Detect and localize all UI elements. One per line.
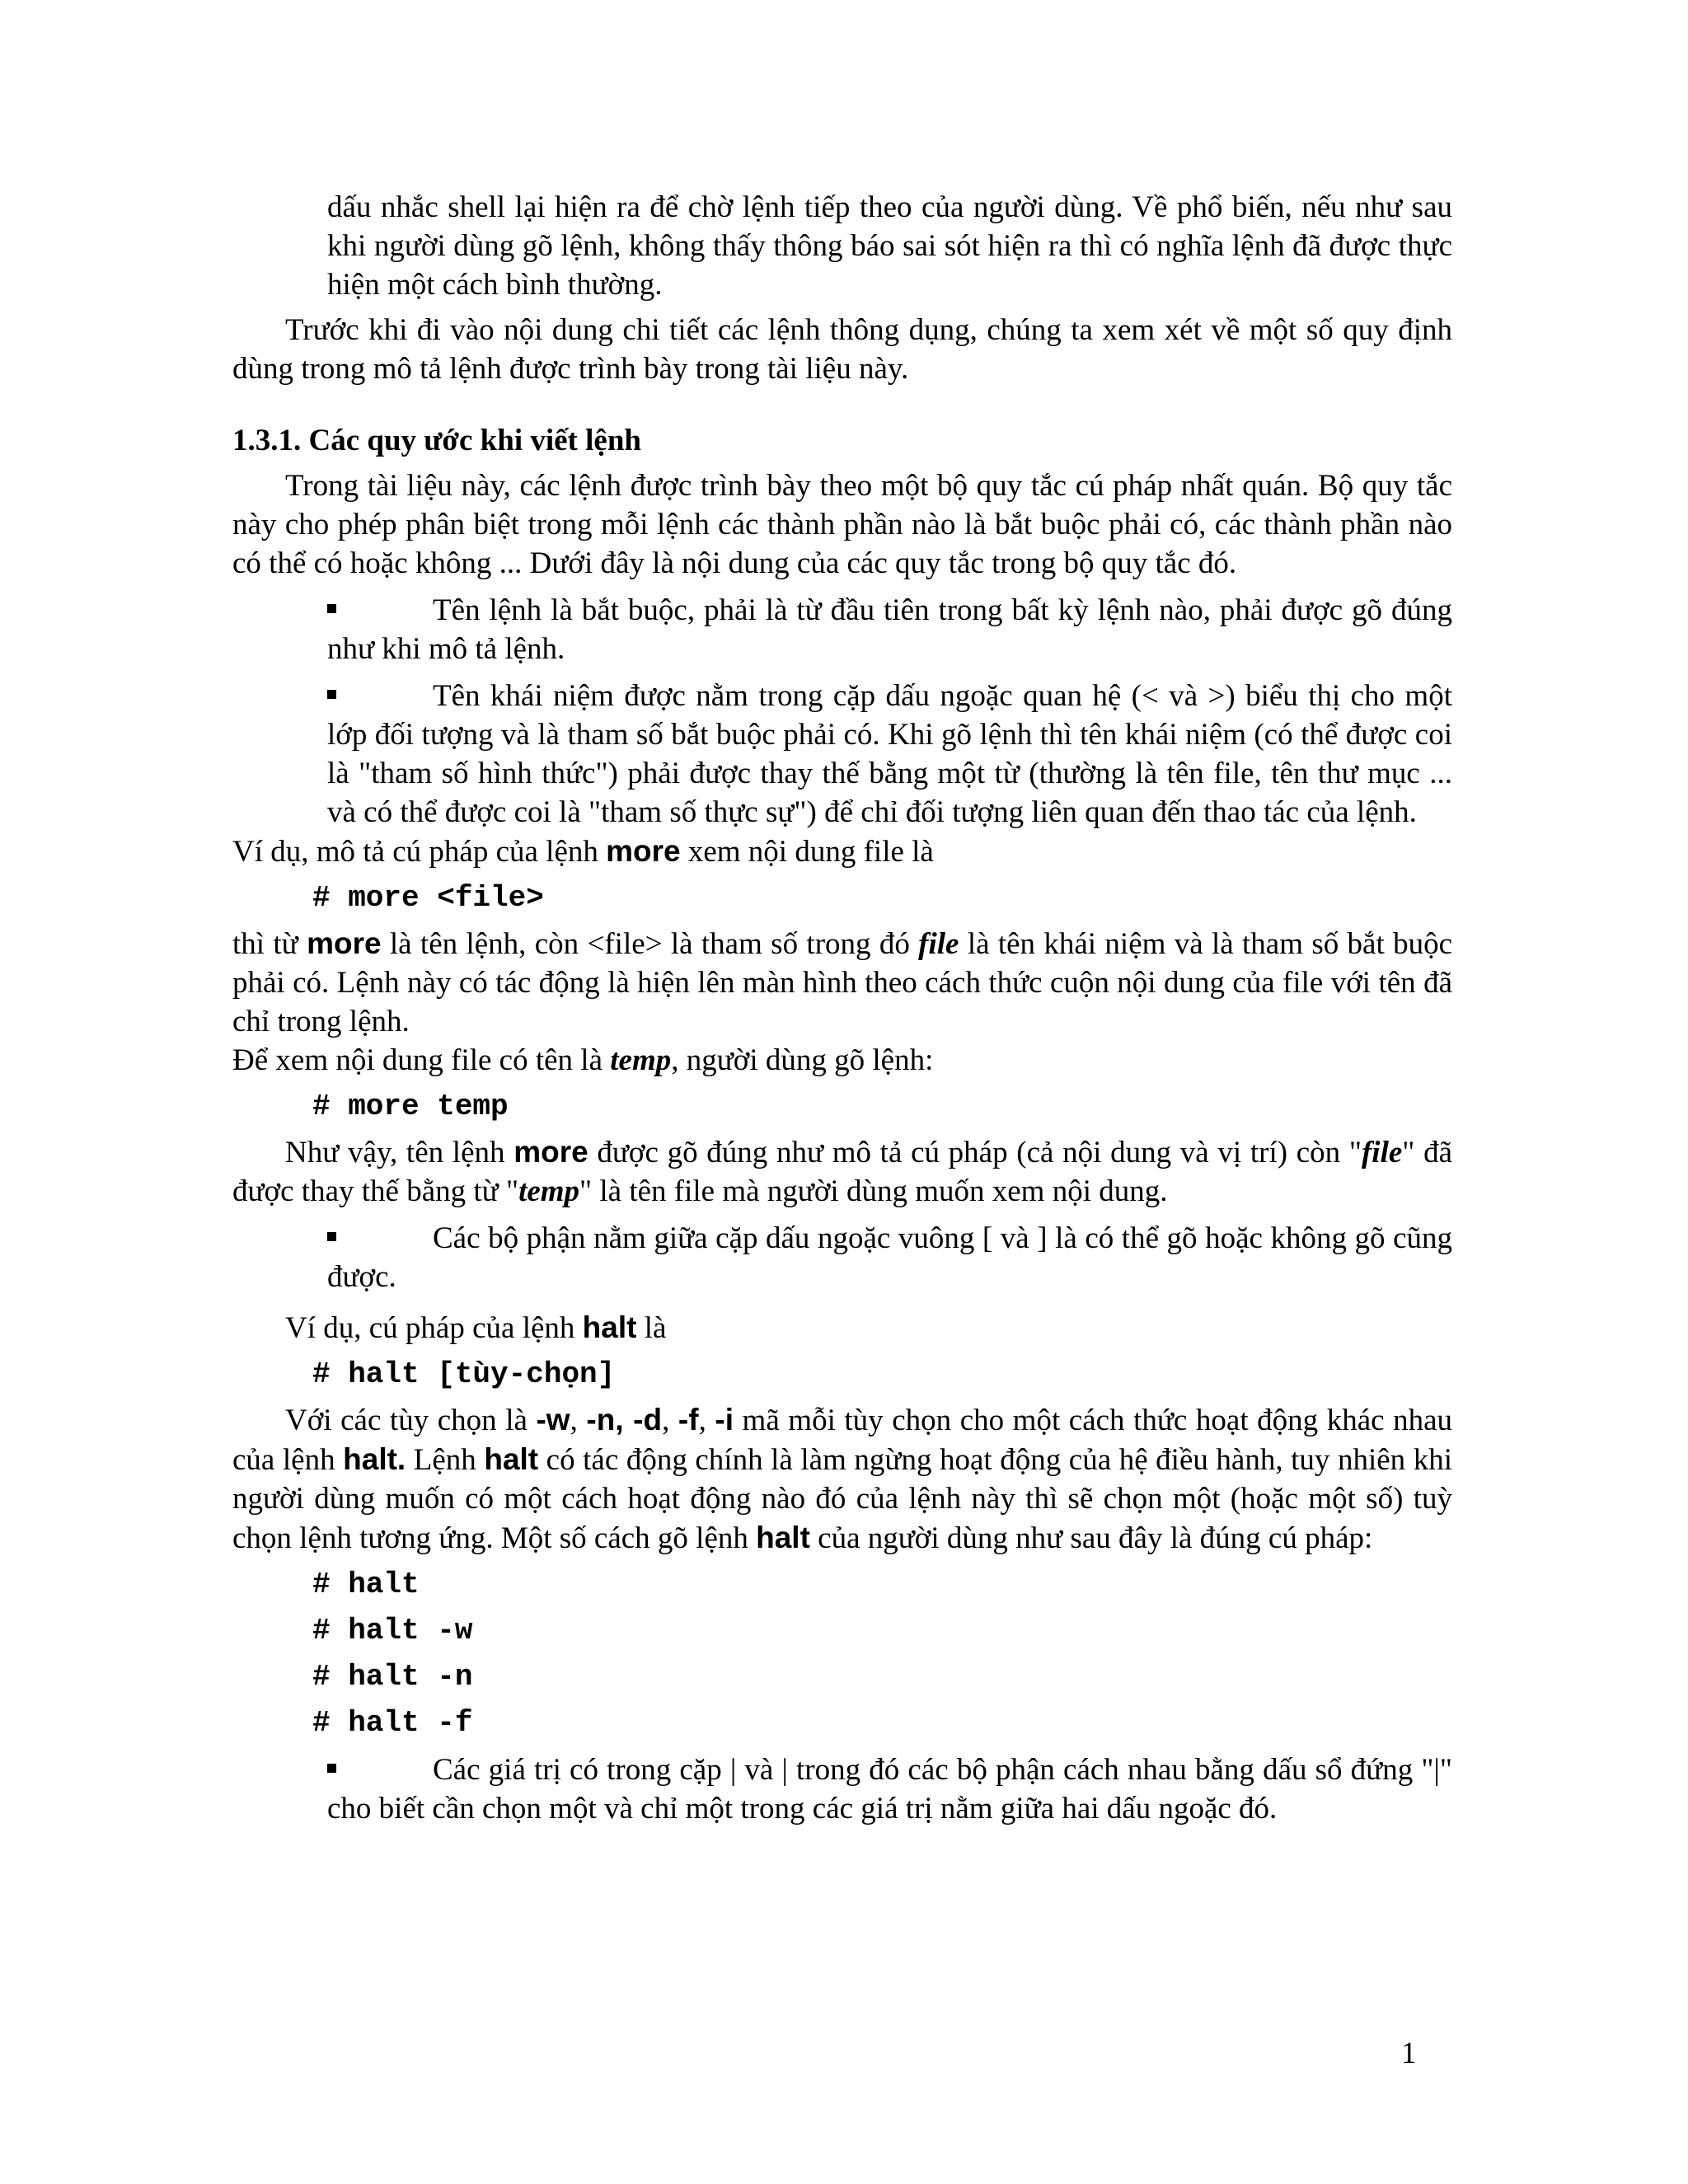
bullet-square-icon [327, 1764, 336, 1773]
bullet-command-name: Tên lệnh là bắt buộc, phải là từ đầu tiên trong bất kỳ lệnh nào, phải được gõ đúng như khi mô tả lệnh. [327, 593, 1452, 666]
paragraph-halt-options: Với các tùy chọn là -w, -n, -d, -f, -i mã mỗi tùy chọn cho một cách thức hoạt động khác nhau của lệnh halt. Lệnh halt có tác động chính là làm ngừng hoạt động của hệ điều hành, tuy nhiên khi người dùng muốn có một cách hoạt động nào đó của lệnh này thì sẽ chọn một (hoặc một số) tuỳ chọn lệnh tương ứng. Một số cách gõ lệnh halt của người dùng như sau đây là đúng cú pháp: [232, 1403, 1453, 1555]
code-line: # halt -n [312, 1660, 473, 1694]
bullet-concept-name: Tên khái niệm được nằm trong cặp dấu ngoặc quan hệ (< và >) biểu thị cho một lớp đối tượng và là tham số bắt buộc phải có. Khi gõ lệnh thì tên khái niệm (có thể được coi là "tham số hình thức") phải được thay thế bằng một từ (thường là tên file, tên thư mục ... và có thể được coi là "tham số thực sự") để chỉ đối tượng liên quan đến thao tác của lệnh. [327, 679, 1452, 829]
code-list-halt [232, 1566, 1452, 1742]
bullet-square-icon [327, 604, 336, 613]
page-content [232, 188, 1452, 1828]
paragraph-shell-prompt: dấu nhắc shell lại hiện ra để chờ lệnh tiếp theo của người dùng. Về phổ biến, nếu như sau khi người dùng gõ lệnh, không thấy thông báo sai sót hiện ra thì có nghĩa lệnh đã được thực hiện một cách bình thường. [327, 190, 1452, 302]
code-line: # halt -w [312, 1614, 473, 1647]
bullet-square-brackets: Các bộ phận nằm giữa cặp dấu ngoặc vuông [ và ] là có thể gõ hoặc không gõ cũng được. [327, 1221, 1452, 1294]
code-more-file: # more <file> [312, 881, 544, 915]
section-heading: 1.3.1. Các quy ước khi viết lệnh [232, 424, 641, 457]
page-number: 1 [1401, 2036, 1417, 2070]
paragraph-view-temp: Để xem nội dung file có tên là temp, người dùng gõ lệnh: [232, 1043, 934, 1077]
paragraph-intro: Trước khi đi vào nội dung chi tiết các lệnh thông dụng, chúng ta xem xét về một số quy định dùng trong mô tả lệnh được trình bày trong tài liệu này. [232, 313, 1452, 386]
paragraph-example-more: Ví dụ, mô tả cú pháp của lệnh more xem nội dung file là [232, 834, 934, 869]
paragraph-rules-intro: Trong tài liệu này, các lệnh được trình bày theo một bộ quy tắc cú pháp nhất quán. Bộ quy tắc này cho phép phân biệt trong mỗi lệnh các thành phần nào là bắt buộc phải có, các thành phần nào có thể có hoặc không ... Dưới đây là nội dung của các quy tắc trong bộ quy tắc đó. [232, 469, 1452, 580]
paragraph-more-explanation: thì từ more là tên lệnh, còn <file> là tham số trong đó file là tên khái niệm và là tham số bắt buộc phải có. Lệnh này có tác động là hiện lên màn hình theo cách thức cuộn nội dung của file với tên đã chỉ trong lệnh. [232, 926, 1452, 1038]
bullet-square-icon [327, 1232, 336, 1241]
code-more-temp: # more temp [312, 1090, 509, 1123]
bullet-pipe-values: Các giá trị có trong cặp | và | trong đó các bộ phận cách nhau bằng dấu sổ đứng "|" cho biết cần chọn một và chỉ một trong các giá trị nằm giữa hai dấu ngoặc đó. [327, 1753, 1452, 1825]
paragraph-example-halt: Ví dụ, cú pháp của lệnh halt là [285, 1310, 667, 1345]
code-line: # halt -f [312, 1706, 473, 1740]
code-halt-option: # halt [tùy-chọn] [312, 1357, 616, 1391]
bullet-square-icon [327, 690, 336, 699]
code-line: # halt [312, 1568, 420, 1601]
paragraph-more-summary: Như vậy, tên lệnh more được gõ đúng như mô tả cú pháp (cả nội dung và vị trí) còn "file" đã được thay thế bằng từ "temp" là tên file mà người dùng muốn xem nội dung. [232, 1135, 1452, 1208]
